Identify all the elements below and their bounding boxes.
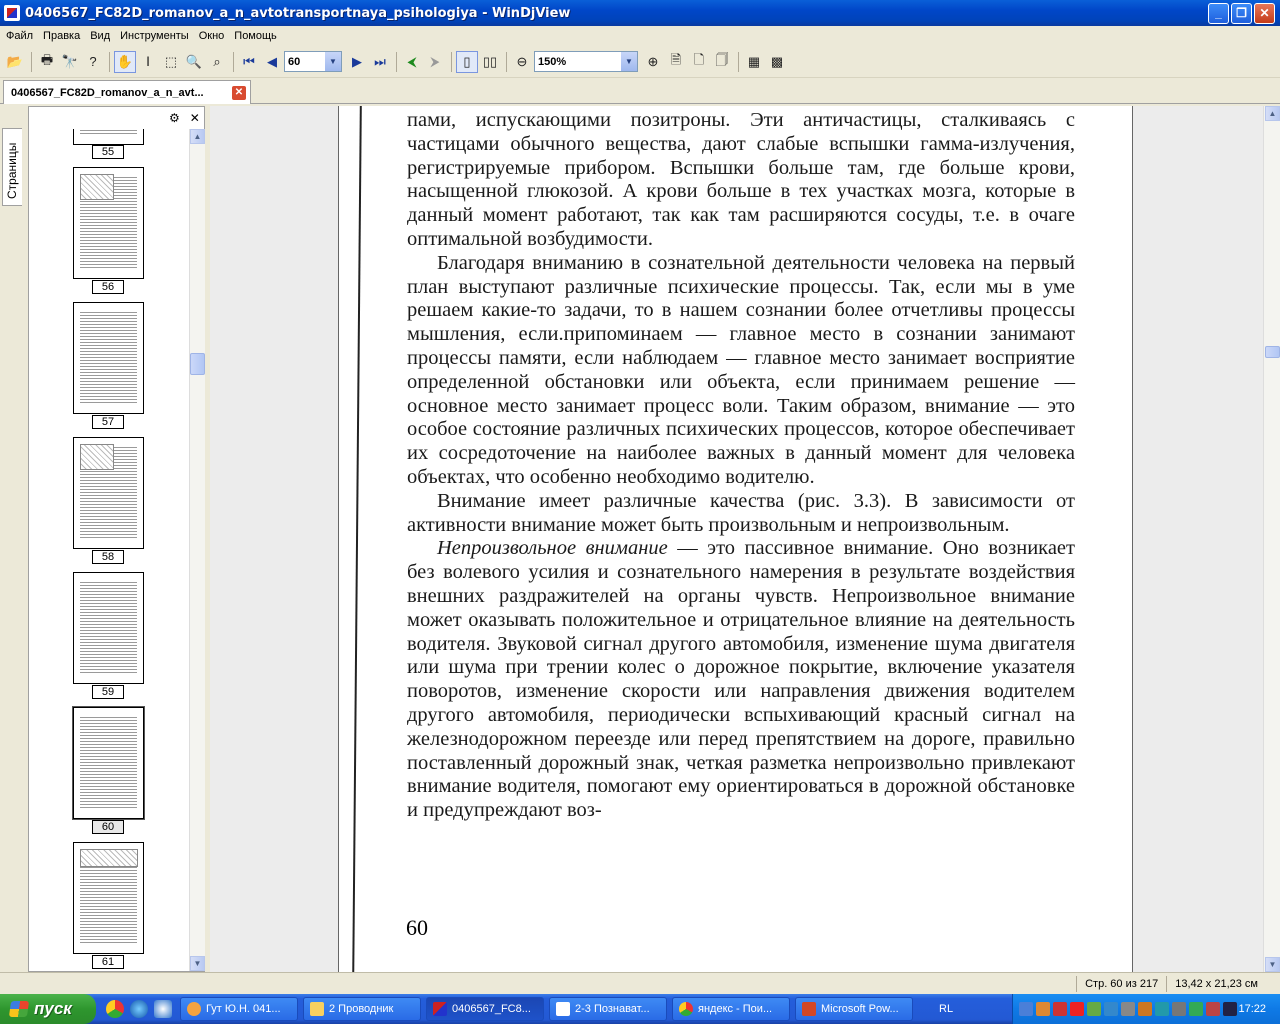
quick-launch [106, 1000, 172, 1018]
page-number: 60 [406, 915, 428, 940]
zoom-value: 150% [538, 55, 567, 68]
scroll-thumb[interactable] [190, 353, 205, 375]
tray-icon[interactable] [1036, 1002, 1050, 1016]
paragraph-4-italic-lead: Непроизвольное внимание [437, 537, 668, 560]
page-label-59: 59 [92, 685, 124, 699]
taskbar-item-label: Гут Ю.Н. 041... [206, 1003, 281, 1015]
rect-select-icon[interactable]: ⬚ [164, 53, 178, 69]
page-number-value: 60 [288, 55, 301, 68]
menu-file[interactable]: Файл [6, 29, 34, 42]
taskbar-item-5[interactable] [672, 997, 790, 1021]
open-folder-icon[interactable]: 📂 [6, 53, 24, 69]
taskbar-item-label: яндекс - Пои... [698, 1003, 773, 1015]
tray-icon[interactable] [1087, 1002, 1101, 1016]
actual-size-icon[interactable]: 🗍 [715, 51, 729, 67]
taskbar-item-label: 0406567_FC8... [452, 1003, 531, 1015]
zoom-in-icon[interactable]: ⊕ [647, 53, 659, 69]
close-panel-icon[interactable]: ✕ [189, 111, 200, 125]
scan-edge-line [352, 106, 362, 972]
thumbnail-scrollbar[interactable] [189, 129, 205, 971]
print-icon[interactable]: 🖶 [40, 51, 54, 67]
page-thumbnail-56[interactable] [73, 167, 144, 279]
tray-icon[interactable] [1138, 1002, 1152, 1016]
chevron-down-icon[interactable]: ▼ [621, 52, 637, 71]
taskbar-item-6[interactable] [795, 997, 913, 1021]
scroll-up-icon[interactable]: ▲ [190, 129, 205, 144]
folder-icon [310, 1002, 324, 1016]
taskbar-item-1[interactable] [180, 997, 298, 1021]
back-icon[interactable]: ⮜ [407, 53, 417, 69]
page-label-56: 56 [92, 280, 124, 294]
scroll-up-icon[interactable]: ▲ [1265, 106, 1280, 121]
page-thumbnail-61[interactable] [73, 842, 144, 954]
pages-sidebar-tab-label: Страницы [5, 142, 19, 199]
pages-sidebar-tab[interactable] [2, 128, 22, 206]
tray-icon[interactable] [1206, 1002, 1220, 1016]
taskbar-item-2[interactable] [303, 997, 421, 1021]
toolbar-separator [109, 52, 110, 72]
minimize-button[interactable]: _ [1208, 3, 1229, 24]
page-thumbnail-60[interactable] [73, 707, 144, 819]
tray-icons [1013, 1002, 1237, 1016]
toolbar-separator [233, 52, 234, 72]
status-bar [0, 972, 1280, 994]
chrome-icon[interactable] [106, 1000, 124, 1018]
page-label-60: 60 [92, 820, 124, 834]
paragraph-3: Внимание имеет различные качества (рис. 3.3). В зависимости от активности внимание может быть произвольным и непроизвольным. [407, 489, 1075, 536]
layers-icon[interactable]: ▩ [770, 53, 784, 69]
app-icon [187, 1002, 201, 1016]
two-pages-icon[interactable]: ▯▯ [482, 53, 498, 69]
paragraph-1: пами, испускающими позитроны. Эти античастицы, сталкиваясь с частицами обычного вещества, дают слабые вспышки гамма-излучения, регистрируемые прибором. Вспышки больше там, где больше крови, насыщенной глюкозой. А крови больше в тех участках мозга, которые в данный момент работают, так как там расширяются сосуды, т.е. в очаге оптимальной возбудимости. [407, 109, 1075, 250]
close-button[interactable]: ✕ [1254, 3, 1275, 24]
window-title: 0406567_FC82D_romanov_a_n_avtotransportnaya_psihologiya - WinDjView [25, 5, 571, 21]
zoom-rect-icon[interactable]: ⌕ [213, 53, 221, 69]
system-tray [939, 994, 1280, 1024]
toolbar-separator [31, 52, 32, 72]
scroll-down-icon[interactable]: ▼ [190, 956, 205, 971]
help-icon[interactable]: ? [89, 54, 97, 69]
text-select-icon[interactable]: Ⅰ [146, 53, 150, 69]
start-button[interactable] [0, 994, 96, 1024]
chevron-down-icon[interactable]: ▼ [325, 52, 341, 71]
page-thumbnail-55[interactable] [73, 129, 144, 145]
status-page: Стр. 60 из 217 [1076, 976, 1166, 992]
zoom-tool-icon[interactable]: 🔍 [185, 53, 203, 69]
start-label: пуск [34, 999, 72, 1018]
tray-icon[interactable] [1121, 1002, 1135, 1016]
prev-page-icon[interactable]: ◀ [267, 53, 277, 69]
hand-tool-icon[interactable]: ✋ [114, 51, 136, 73]
windjview-app-icon[interactable] [4, 5, 20, 21]
status-page-size: 13,42 x 21,23 см [1166, 976, 1266, 992]
page-label-57: 57 [92, 415, 124, 429]
tray-icon[interactable] [1053, 1002, 1067, 1016]
windjview-icon [433, 1002, 447, 1016]
network-icon[interactable] [1223, 1002, 1237, 1016]
close-tab-icon[interactable]: ✕ [232, 86, 246, 100]
taskbar-item-label: 2-3 Познават... [575, 1003, 650, 1015]
page-thumbnail-59[interactable] [73, 572, 144, 684]
page-label-58: 58 [92, 550, 124, 564]
gear-icon[interactable]: ⚙ [169, 111, 180, 125]
document-view[interactable] [210, 106, 1263, 972]
toolbar [0, 46, 1280, 78]
display-mode-icon[interactable]: ▦ [747, 53, 761, 69]
page-number-combo[interactable] [284, 51, 342, 72]
menu-help[interactable]: Помощь [234, 29, 277, 42]
page-label-61: 61 [92, 955, 124, 969]
document-scrollbar[interactable] [1263, 106, 1280, 972]
toolbar-separator [451, 52, 452, 72]
tray-icon[interactable] [1189, 1002, 1203, 1016]
title-bar [0, 0, 1280, 26]
maximize-button[interactable]: ❐ [1231, 3, 1252, 24]
thumbnail-list [29, 129, 189, 971]
single-page-icon[interactable]: ▯ [456, 51, 478, 73]
fit-width-icon[interactable]: 🗋 [693, 51, 705, 67]
taskbar-item-4[interactable] [549, 997, 667, 1021]
volume-icon[interactable] [1155, 1002, 1169, 1016]
powerpoint-icon [802, 1002, 816, 1016]
first-page-icon[interactable]: ⏮ [243, 53, 255, 69]
toolbar-separator [396, 52, 397, 72]
document-icon [556, 1002, 570, 1016]
toolbar-separator [506, 52, 507, 72]
paragraph-4-text: — это пассивное внимание. Оно возникает без волевого усилия и сознательного намерения в результате воздействия внешних раздражителей на органы чувств. Непроизвольное внимание может оказывать положительное и отрицательное влияние на деятельность водителя. Звуковой сигнал другого автомобиля, изменение шума двигателя или шума при трении колес о дорожное покрытие, включение указателя поворотов, изменение скорости или направления движения водителем другого автомобиля, периодически вспыхивающий красный сигнал на железнодорожном переезде или перед препятствием на дороге, правильно поставленный дорожный знак, четкая разметка непроизвольно привлекают внимание водителя, помогают ему ориентироваться в дорожной обстановке и предупреждают воз- [407, 537, 1075, 822]
paragraph-4 [407, 537, 1075, 823]
scroll-thumb[interactable] [1265, 346, 1280, 358]
menu-window[interactable]: Окно [198, 29, 225, 42]
taskbar [0, 994, 1280, 1024]
taskbar-item-label: 2 Проводник [329, 1003, 394, 1015]
page-thumbnail-58[interactable] [73, 437, 144, 549]
fit-page-icon[interactable]: 🗎 [670, 51, 682, 67]
tray-icon[interactable] [1070, 1002, 1084, 1016]
tray-icon[interactable] [1172, 1002, 1186, 1016]
menu-tools[interactable]: Инструменты [120, 29, 189, 42]
ie-icon[interactable] [130, 1000, 148, 1018]
document-page [338, 106, 1133, 972]
menu-bar [0, 26, 1280, 45]
tray-icon[interactable] [1104, 1002, 1118, 1016]
chrome-icon [679, 1002, 693, 1016]
quick-launch-icon[interactable] [154, 1000, 172, 1018]
toolbar-separator [738, 52, 739, 72]
thumbnails-panel [28, 106, 205, 972]
thumbnails-panel-header [169, 111, 200, 125]
page-text [407, 109, 1075, 823]
language-indicator[interactable]: RL [939, 1003, 954, 1015]
menu-view[interactable]: Вид [90, 29, 111, 42]
find-icon[interactable]: 🔭 [61, 53, 79, 69]
windows-flag-icon [9, 1001, 29, 1017]
page-thumbnail-57[interactable] [73, 302, 144, 414]
document-tab-bar [0, 78, 1280, 104]
next-page-icon[interactable]: ▶ [352, 53, 362, 69]
page-label-55: 55 [92, 145, 124, 159]
document-tab-label: 0406567_FC82D_romanov_a_n_avt... [11, 86, 204, 99]
document-tab[interactable] [3, 80, 251, 104]
forward-icon[interactable]: ⮞ [430, 53, 440, 69]
menu-edit[interactable]: Правка [43, 29, 81, 42]
zoom-out-icon[interactable]: ⊖ [516, 53, 528, 69]
clock[interactable]: 17:22 [1238, 1003, 1266, 1015]
taskbar-item-3[interactable] [426, 997, 544, 1021]
paragraph-2: Благодаря вниманию в сознательной деятельности человека на первый план выступают различные психические процессы. Так, если мы в уме решаем какие-то задачи, то в нашем сознании более отчетливы процессы мышления, если.припоминаем — главное место в сознании занимают процессы памяти, если наблюдаем — главное место занимает восприятие определенной обстановки или объекта, если принимаем решение — основное место занимает процесс воли. Таким образом, внимание — это особое состояние различных психических процессов, которое обеспечивает их сосредоточение на наиболее важных в данный момент для человека объектах, что особенно необходимо водителю. [407, 251, 1075, 488]
scroll-down-icon[interactable]: ▼ [1265, 957, 1280, 972]
taskbar-item-label: Microsoft Pow... [821, 1003, 899, 1015]
zoom-combo[interactable] [534, 51, 638, 72]
last-page-icon[interactable]: ⏭ [374, 53, 386, 69]
tray-icon[interactable] [1019, 1002, 1033, 1016]
